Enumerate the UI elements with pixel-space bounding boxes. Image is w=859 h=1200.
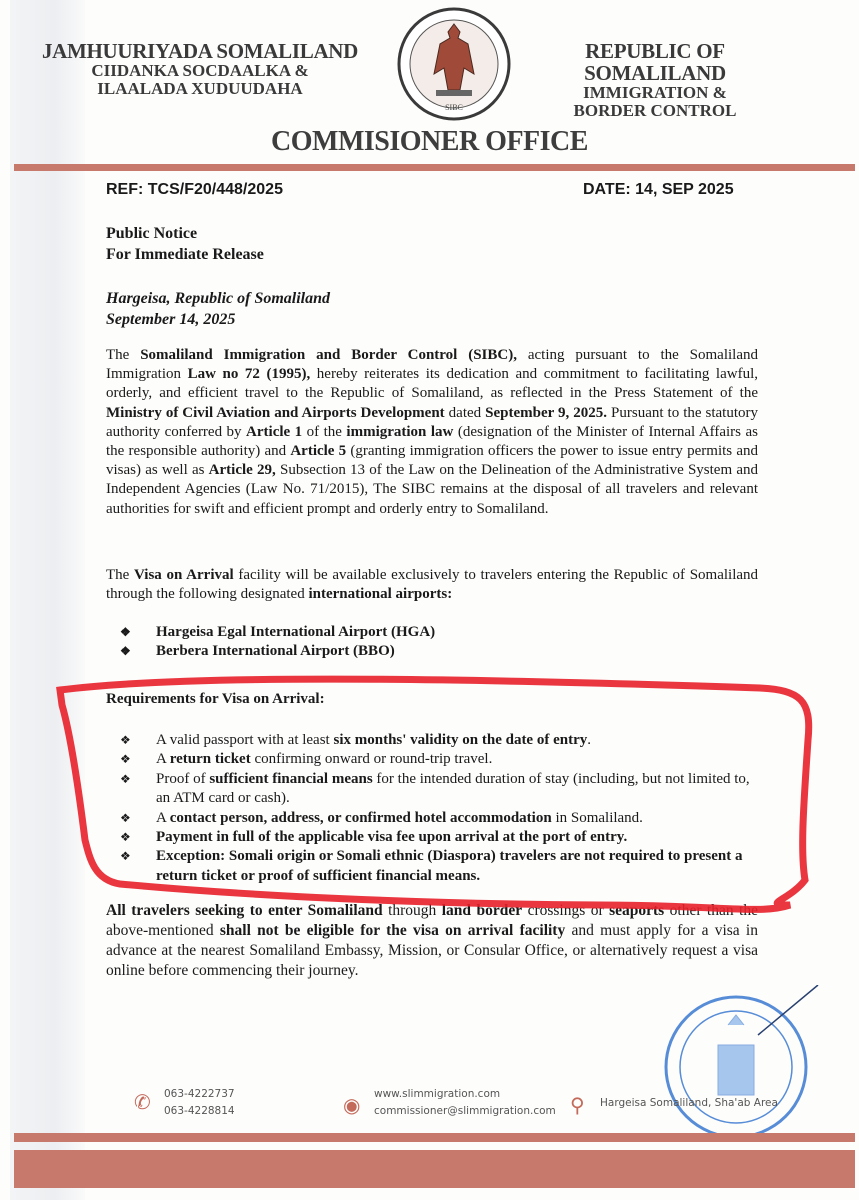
airport-item: ❖ Hargeisa Egal International Airport (HGA)	[120, 623, 760, 642]
text: dated	[444, 404, 486, 421]
email-link[interactable]: commissioner@slimmigration.com	[374, 1105, 556, 1117]
text: hereby reiterates its dedication and commitment to facilitating lawful, orderly, and efficient travel to the Republic of Somaliland, as reflected in the Press Statement of the	[106, 366, 758, 402]
phone-number: 063-4228814	[164, 1105, 235, 1117]
bold-text: Law no 72 (1995),	[187, 366, 311, 383]
reference-number: REF: TCS/F20/448/2025	[106, 181, 283, 198]
footer-bar-thin	[14, 1133, 855, 1142]
requirements-title: Requirements for Visa on Arrival:	[106, 691, 325, 707]
header-right-line: REPUBLIC OF SOMALILAND	[584, 39, 726, 86]
text: of the	[302, 423, 347, 440]
bold-text: international airports:	[308, 586, 453, 603]
text: other than the above-mentioned	[106, 902, 758, 939]
bold-text: Somaliland Immigration and Border Control (SIBC),	[140, 347, 517, 363]
bold-text: Exception: Somali origin or Somali ethnic (Diaspora) travelers are not required to present a return ticket or proof of sufficient financial means.	[156, 848, 743, 884]
text: in Somaliland.	[551, 809, 643, 826]
footer-address: Hargeisa Somaliland, Sha'ab Area	[600, 1097, 778, 1109]
phone-icon: ✆	[134, 1092, 151, 1114]
svg-text:SIBC: SIBC	[445, 103, 463, 112]
bold-text: September 9, 2025.	[485, 404, 608, 421]
document-date: DATE: 14, SEP 2025	[583, 181, 734, 198]
website-link[interactable]: www.slimmigration.com	[374, 1088, 501, 1100]
bold-text: contact person, address, or confirmed hotel accommodation	[169, 809, 552, 826]
bold-text: six months' validity on the date of entry	[333, 732, 588, 748]
official-stamp	[648, 985, 828, 1145]
bold-text: Ministry of Civil Aviation and Airports Development	[106, 404, 445, 421]
office-title: COMMISIONER OFFICE	[271, 126, 588, 157]
text: through	[382, 902, 442, 919]
bold-text: Payment in full of the applicable visa fee upon arrival at the port of entry.	[156, 829, 628, 846]
location-pin-icon: ⚲	[570, 1095, 585, 1117]
footer-bar-thick	[14, 1150, 855, 1188]
place-line: Hargeisa, Republic of Somaliland	[106, 290, 331, 307]
text: A	[156, 809, 170, 826]
bold-text: immigration law	[346, 423, 454, 440]
text: A	[156, 751, 170, 768]
text: (designation of the Minister of Internal Affairs as the responsible authority) and	[106, 423, 758, 460]
header-left-line: CIIDANKA SOCDAALKA &	[91, 61, 309, 81]
phone-number: 063-4222737	[164, 1088, 235, 1100]
footer-web	[374, 1086, 556, 1120]
bold-text: Article 5	[290, 443, 347, 460]
bold-text: return ticket	[169, 751, 251, 768]
text: The	[106, 567, 135, 583]
text: for the intended duration of stay (including, but not limited to, an ATM card or cash).	[156, 770, 750, 807]
text: A valid passport with at least	[156, 732, 334, 748]
header-right-line: BORDER CONTROL	[573, 100, 737, 120]
bold-text: All travelers seeking to enter Somaliland	[106, 902, 383, 919]
text: confirming onward or round-trip travel.	[250, 751, 493, 768]
text: crossings or	[522, 902, 610, 919]
place-line: September 14, 2025	[106, 311, 236, 328]
header-right-line: IMMIGRATION &	[583, 83, 727, 103]
bold-text: shall not be eligible for the visa on arrival facility	[219, 922, 566, 939]
text: (granting immigration officers the power to issue entry permits and visas) as well as	[106, 443, 758, 479]
globe-icon: ◉	[343, 1095, 361, 1117]
text: Proof of	[156, 770, 210, 787]
text: facility will be available exclusively to travelers entering the Republic of Somaliland through the following designated	[106, 567, 759, 603]
header-left-line: JAMHUURIYADA SOMALILAND	[41, 39, 359, 63]
notice-line: For Immediate Release	[106, 246, 264, 263]
text: Pursuant to the statutory authority conferred by	[106, 404, 759, 440]
bold-text: land border	[441, 902, 523, 919]
bold-text: Article 1	[246, 423, 303, 440]
footer-phones	[164, 1086, 235, 1120]
bold-text: Article 29,	[208, 462, 276, 479]
text: acting pursuant to the Somaliland Immigration	[106, 347, 758, 383]
bold-text: seaports	[609, 902, 665, 919]
text: and must apply for a visa in advance at the nearest Somaliland Embassy, Mission, or Consular Office, or alternatively request a visa online before commencing their journey.	[106, 922, 758, 979]
text: Subsection 13 of the Law on the Delineation of the Administrative System and Independent Agencies (Law No. 71/2015), The SIBC remains at the disposal of all travelers and relevant authorities for swift and efficient prompt and orderly entry to Somaliland.	[106, 462, 758, 517]
bold-text: sufficient financial means	[209, 770, 373, 787]
text: The	[106, 347, 141, 363]
bold-text: Visa on Arrival	[134, 567, 234, 583]
notice-line: Public Notice	[106, 225, 198, 242]
text: .	[587, 732, 591, 748]
header-left-line: ILAALADA XUDUUDAHA	[97, 78, 303, 98]
airport-item: ❖ Berbera International Airport (BBO)	[120, 642, 760, 661]
